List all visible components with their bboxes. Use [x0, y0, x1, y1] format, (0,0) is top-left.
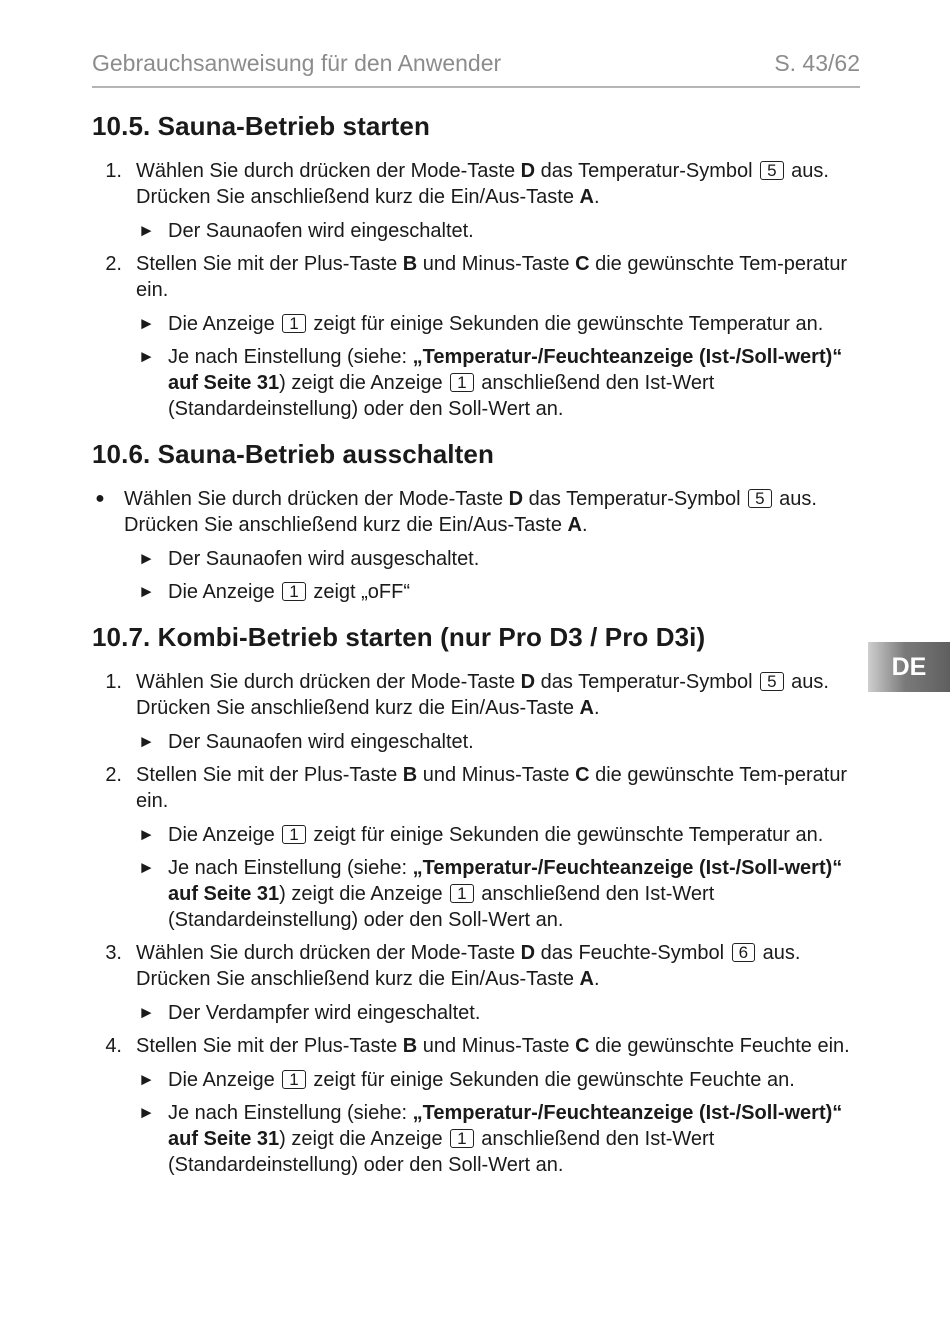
section-heading-10-6: 10.6. Sauna-Betrieb ausschalten — [92, 439, 494, 469]
key-label: A — [567, 514, 582, 536]
key-label: D — [520, 942, 536, 964]
text: Stellen Sie mit der Plus-Taste — [136, 764, 403, 786]
step-1 — [92, 669, 860, 721]
step-number: 2. — [105, 764, 122, 786]
text: anschließend den Ist-Wert (Standardeinstellung) oder den Soll-Wert an. — [168, 1128, 715, 1176]
text: . — [582, 514, 588, 536]
text: aus. Drücken Sie anschließend kurz die Ein/Aus-Taste — [136, 160, 829, 208]
key-label: D — [520, 671, 536, 693]
text: die gewünschte Tem-peratur ein. — [136, 253, 848, 301]
text: Je nach Einstellung (siehe: — [168, 1102, 413, 1124]
arrow-icon: ► — [138, 549, 155, 568]
text: Die Anzeige — [168, 1069, 281, 1091]
text: Der Saunaofen wird eingeschaltet. — [168, 731, 474, 753]
text: Stellen Sie mit der Plus-Taste — [136, 1035, 403, 1057]
symbol-box: 1 — [282, 314, 305, 333]
text: und Minus-Taste — [417, 253, 576, 275]
text: zeigt „oFF“ — [307, 581, 411, 603]
arrow-icon: ► — [138, 1070, 155, 1089]
result-line — [92, 311, 860, 337]
step-number: 2. — [105, 253, 122, 275]
text: Der Saunaofen wird ausgeschaltet. — [168, 548, 480, 570]
symbol-box: 1 — [282, 1070, 305, 1089]
text: anschließend den Ist-Wert (Standardeinstellung) oder den Soll-Wert an. — [168, 883, 715, 931]
symbol-box: 5 — [760, 161, 783, 180]
cross-reference: „Temperatur-/Feuchteanzeige (Ist-/Soll-wert)“ auf Seite 31 — [168, 857, 843, 905]
text: ) zeigt die Anzeige — [279, 883, 449, 905]
symbol-box: 5 — [748, 489, 771, 508]
text: Die Anzeige — [168, 581, 281, 603]
arrow-icon: ► — [138, 221, 155, 240]
result-line — [92, 546, 860, 572]
step-number: 4. — [105, 1035, 122, 1057]
result-line — [92, 729, 860, 755]
text: aus. Drücken Sie anschließend kurz die Ein/Aus-Taste — [136, 942, 801, 990]
symbol-box: 6 — [732, 943, 755, 962]
text: Die Anzeige — [168, 313, 281, 335]
step-1 — [92, 158, 860, 210]
arrow-icon: ► — [138, 582, 155, 601]
language-tab: DE — [868, 642, 950, 692]
step-3 — [92, 940, 860, 992]
step-number: 3. — [105, 942, 122, 964]
symbol-box: 1 — [282, 582, 305, 601]
key-label: D — [520, 160, 536, 182]
text: Der Verdampfer wird eingeschaltet. — [168, 1002, 481, 1024]
document-title: Gebrauchsanweisung für den Anwender — [92, 50, 502, 76]
text: die gewünschte Feuchte ein. — [589, 1035, 850, 1057]
result-line — [92, 822, 860, 848]
arrow-icon: ► — [138, 825, 155, 844]
page-content — [92, 108, 860, 1185]
text: . — [594, 968, 600, 990]
key-label: B — [402, 1035, 418, 1057]
text: Wählen Sie durch drücken der Mode-Taste — [136, 942, 521, 964]
arrow-icon: ► — [138, 1103, 155, 1122]
arrow-icon: ► — [138, 314, 155, 333]
text: Je nach Einstellung (siehe: — [168, 346, 413, 368]
step-number: 1. — [105, 160, 122, 182]
bullet-item — [92, 486, 860, 538]
arrow-icon: ► — [138, 858, 155, 877]
text: Die Anzeige — [168, 824, 281, 846]
text: Wählen Sie durch drücken der Mode-Taste — [124, 488, 509, 510]
text: Der Saunaofen wird eingeschaltet. — [168, 220, 474, 242]
arrow-icon: ► — [138, 347, 155, 366]
section-heading-10-5: 10.5. Sauna-Betrieb starten — [92, 111, 430, 141]
text: das Temperatur-Symbol — [523, 488, 747, 510]
symbol-box: 1 — [450, 1129, 473, 1148]
text: das Feuchte-Symbol — [535, 942, 730, 964]
text: . — [594, 697, 600, 719]
page-header — [92, 48, 860, 88]
key-label: B — [402, 764, 418, 786]
text: Je nach Einstellung (siehe: — [168, 857, 413, 879]
bullet-icon: ● — [95, 490, 105, 507]
text: aus. Drücken Sie anschließend kurz die Ein/Aus-Taste — [136, 671, 829, 719]
result-line — [92, 1000, 860, 1026]
step-4 — [92, 1033, 860, 1059]
result-line — [92, 1100, 860, 1178]
text: ) zeigt die Anzeige — [279, 1128, 449, 1150]
key-label: C — [575, 764, 590, 786]
symbol-box: 1 — [450, 373, 473, 392]
step-2 — [92, 762, 860, 814]
key-label: A — [579, 697, 594, 719]
key-label: A — [579, 186, 594, 208]
key-label: B — [402, 253, 418, 275]
cross-reference: „Temperatur-/Feuchteanzeige (Ist-/Soll-wert)“ auf Seite 31 — [168, 346, 843, 394]
text: Stellen Sie mit der Plus-Taste — [136, 253, 403, 275]
text: Wählen Sie durch drücken der Mode-Taste — [136, 160, 521, 182]
key-label: D — [508, 488, 524, 510]
text: zeigt für einige Sekunden die gewünschte Feuchte an. — [307, 1069, 795, 1091]
text: zeigt für einige Sekunden die gewünschte Temperatur an. — [307, 824, 824, 846]
result-line — [92, 218, 860, 244]
text: aus. Drücken Sie anschließend kurz die Ein/Aus-Taste — [124, 488, 817, 536]
key-label: A — [579, 968, 594, 990]
symbol-box: 1 — [282, 825, 305, 844]
text: . — [594, 186, 600, 208]
text: Wählen Sie durch drücken der Mode-Taste — [136, 671, 521, 693]
text: und Minus-Taste — [417, 764, 576, 786]
result-line — [92, 855, 860, 933]
result-line — [92, 579, 860, 605]
result-line — [92, 344, 860, 422]
text: anschließend den Ist-Wert (Standardeinstellung) oder den Soll-Wert an. — [168, 372, 715, 420]
page-number: S. 43/62 — [774, 50, 860, 76]
arrow-icon: ► — [138, 1003, 155, 1022]
result-line — [92, 1067, 860, 1093]
text: zeigt für einige Sekunden die gewünschte Temperatur an. — [307, 313, 824, 335]
section-heading-10-7: 10.7. Kombi-Betrieb starten (nur Pro D3 / Pro D3i) — [92, 622, 706, 652]
step-2 — [92, 251, 860, 303]
text: und Minus-Taste — [417, 1035, 576, 1057]
symbol-box: 1 — [450, 884, 473, 903]
text: ) zeigt die Anzeige — [279, 372, 449, 394]
cross-reference: „Temperatur-/Feuchteanzeige (Ist-/Soll-wert)“ auf Seite 31 — [168, 1102, 843, 1150]
key-label: C — [575, 1035, 590, 1057]
arrow-icon: ► — [138, 732, 155, 751]
text: das Temperatur-Symbol — [535, 671, 759, 693]
text: das Temperatur-Symbol — [535, 160, 759, 182]
step-number: 1. — [105, 671, 122, 693]
symbol-box: 5 — [760, 672, 783, 691]
key-label: C — [575, 253, 590, 275]
text: die gewünschte Tem-peratur ein. — [136, 764, 848, 812]
